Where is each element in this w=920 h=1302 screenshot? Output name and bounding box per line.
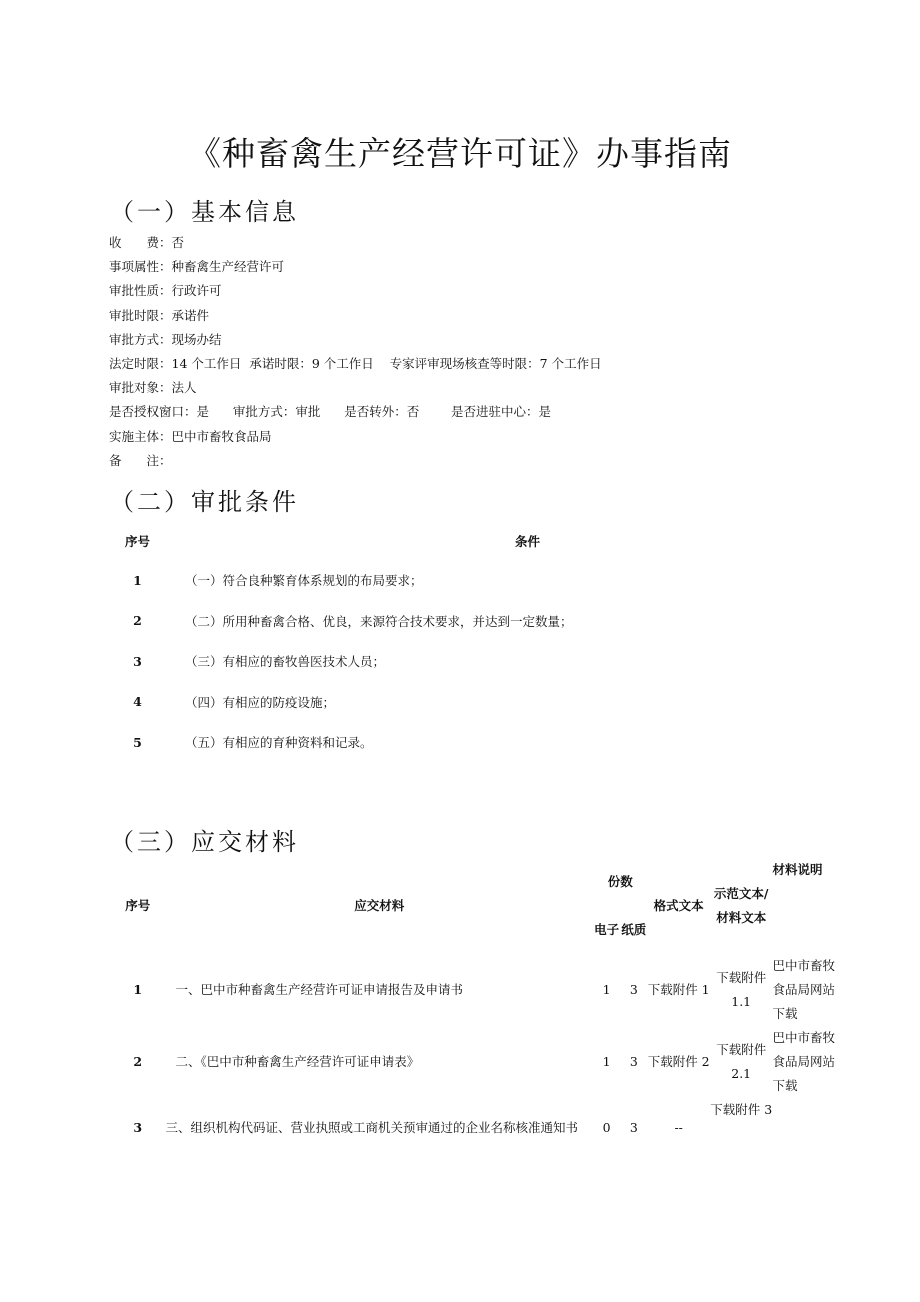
info-label: 是否授权窗口： xyxy=(109,404,197,420)
table-row xyxy=(110,560,890,601)
info-value: 否 xyxy=(171,235,185,250)
row-description xyxy=(772,1098,835,1158)
row-index: 2 xyxy=(133,1054,143,1069)
conditions-table xyxy=(110,522,890,763)
row-format-link: -- xyxy=(674,1120,683,1135)
row-description: 巴中市畜牧食品局网站下载 xyxy=(772,1030,835,1093)
row-condition: （四）有相应的防疫设施； xyxy=(185,694,336,710)
table-row xyxy=(110,1026,835,1098)
header-description: 材料说明 xyxy=(772,862,823,877)
table-header-row xyxy=(110,522,890,560)
info-value: 巴中市畜牧食品局 xyxy=(171,428,272,444)
info-row-window xyxy=(109,402,602,426)
info-row-time-limit xyxy=(109,306,602,330)
row-index: 1 xyxy=(133,982,143,997)
info-label: 实施主体： xyxy=(109,428,172,444)
row-paper: 3 xyxy=(629,1054,638,1069)
info-row-method xyxy=(109,330,602,354)
info-label: 事项属性： xyxy=(109,259,172,275)
row-sample-link[interactable]: 下载附件 3 xyxy=(710,1102,773,1117)
info-label: 收 费： xyxy=(109,235,172,250)
row-index: 1 xyxy=(133,572,142,588)
row-material: 一、巴中市种畜禽生产经营许可证申请报告及申请书 xyxy=(175,982,463,997)
info-value: 14 个工作日 承诺时限：9 个工作日 专家评审现场核查等时限：7 个工作日 xyxy=(171,355,602,371)
row-sample-link[interactable]: 下载附件 1.1 xyxy=(716,970,767,1009)
row-index: 3 xyxy=(133,653,142,669)
table-row xyxy=(110,954,835,1026)
row-electronic: 1 xyxy=(602,1054,611,1069)
table-row xyxy=(110,682,890,723)
row-format-link[interactable]: 下载附件 1 xyxy=(647,982,710,997)
info-value: 种畜禽生产经营许可 xyxy=(171,259,285,275)
row-electronic: 1 xyxy=(602,982,611,997)
header-condition: 条件 xyxy=(514,534,540,549)
row-index: 5 xyxy=(133,734,142,750)
row-condition: （二）所用种畜禽合格、优良，来源符合技术要求，并达到一定数量； xyxy=(185,613,573,629)
info-label: 审批时限： xyxy=(109,307,172,323)
materials-table xyxy=(110,858,835,1158)
row-condition: （一）符合良种繁育体系规划的布局要求； xyxy=(185,573,423,589)
info-row-subject xyxy=(109,427,602,451)
row-paper: 3 xyxy=(629,982,638,997)
info-row-legal-limit xyxy=(109,354,602,378)
row-format-link[interactable]: 下载附件 2 xyxy=(647,1054,710,1069)
info-value: 法人 xyxy=(171,380,197,396)
row-material-cell xyxy=(165,954,593,1026)
info-value: 现场办结 xyxy=(171,331,222,347)
info-row-remarks xyxy=(109,451,602,475)
row-index: 2 xyxy=(133,613,142,629)
table-row xyxy=(110,1098,835,1158)
info-label: 法定时限： xyxy=(109,355,172,371)
row-condition: （三）有相应的畜牧兽医技术人员； xyxy=(185,654,386,670)
table-header-row xyxy=(110,858,835,906)
section-conditions-heading: （二）审批条件 xyxy=(110,488,299,516)
row-material-cell xyxy=(165,1026,593,1098)
row-condition: （五）有相应的育种资料和记录。 xyxy=(185,735,373,751)
section-materials-heading: （三）应交材料 xyxy=(110,828,299,856)
header-copies: 份数 xyxy=(607,874,633,889)
table-row xyxy=(110,601,890,642)
row-material: 二、《巴中市种畜禽生产经营许可证申请表》 xyxy=(175,1054,420,1069)
header-index: 序号 xyxy=(125,898,151,913)
basic-info-list xyxy=(109,233,602,475)
info-value: 是 审批方式：审批 是否转外：否 是否进驻中心：是 xyxy=(196,404,551,420)
row-sample-link[interactable]: 下载附件 2.1 xyxy=(716,1042,767,1081)
info-row-target xyxy=(109,378,602,402)
row-index: 3 xyxy=(133,1120,143,1135)
row-description: 巴中市畜牧食品局网站下载 xyxy=(772,958,835,1021)
header-electronic: 电子 xyxy=(594,922,620,937)
table-row xyxy=(110,641,890,682)
header-index: 序号 xyxy=(124,534,150,549)
table-row xyxy=(110,722,890,763)
header-material: 应交材料 xyxy=(354,898,405,913)
info-row-fee xyxy=(109,233,602,257)
row-index: 4 xyxy=(133,694,142,710)
page-title: 《种畜禽生产经营许可证》办事指南 xyxy=(188,134,732,173)
header-sample: 示范文本/材料文本 xyxy=(713,886,769,925)
header-paper: 纸质 xyxy=(621,922,647,937)
info-label: 审批性质： xyxy=(109,283,172,299)
header-format: 格式文本 xyxy=(653,898,704,913)
info-label: 备 注： xyxy=(109,452,172,468)
row-paper: 3 xyxy=(629,1120,638,1135)
info-label: 审批方式： xyxy=(109,331,172,347)
row-electronic: 0 xyxy=(602,1120,611,1135)
info-row-attribute xyxy=(109,257,602,281)
row-material: 三、组织机构代码证、营业执照或工商机关预审通过的企业名称核准通知书 xyxy=(165,1120,578,1135)
info-value: 行政许可 xyxy=(171,283,222,299)
section-basic-info-heading: （一）基本信息 xyxy=(110,198,299,226)
info-label: 审批对象： xyxy=(109,380,172,396)
info-row-nature xyxy=(109,281,602,305)
info-value: 承诺件 xyxy=(171,307,210,323)
